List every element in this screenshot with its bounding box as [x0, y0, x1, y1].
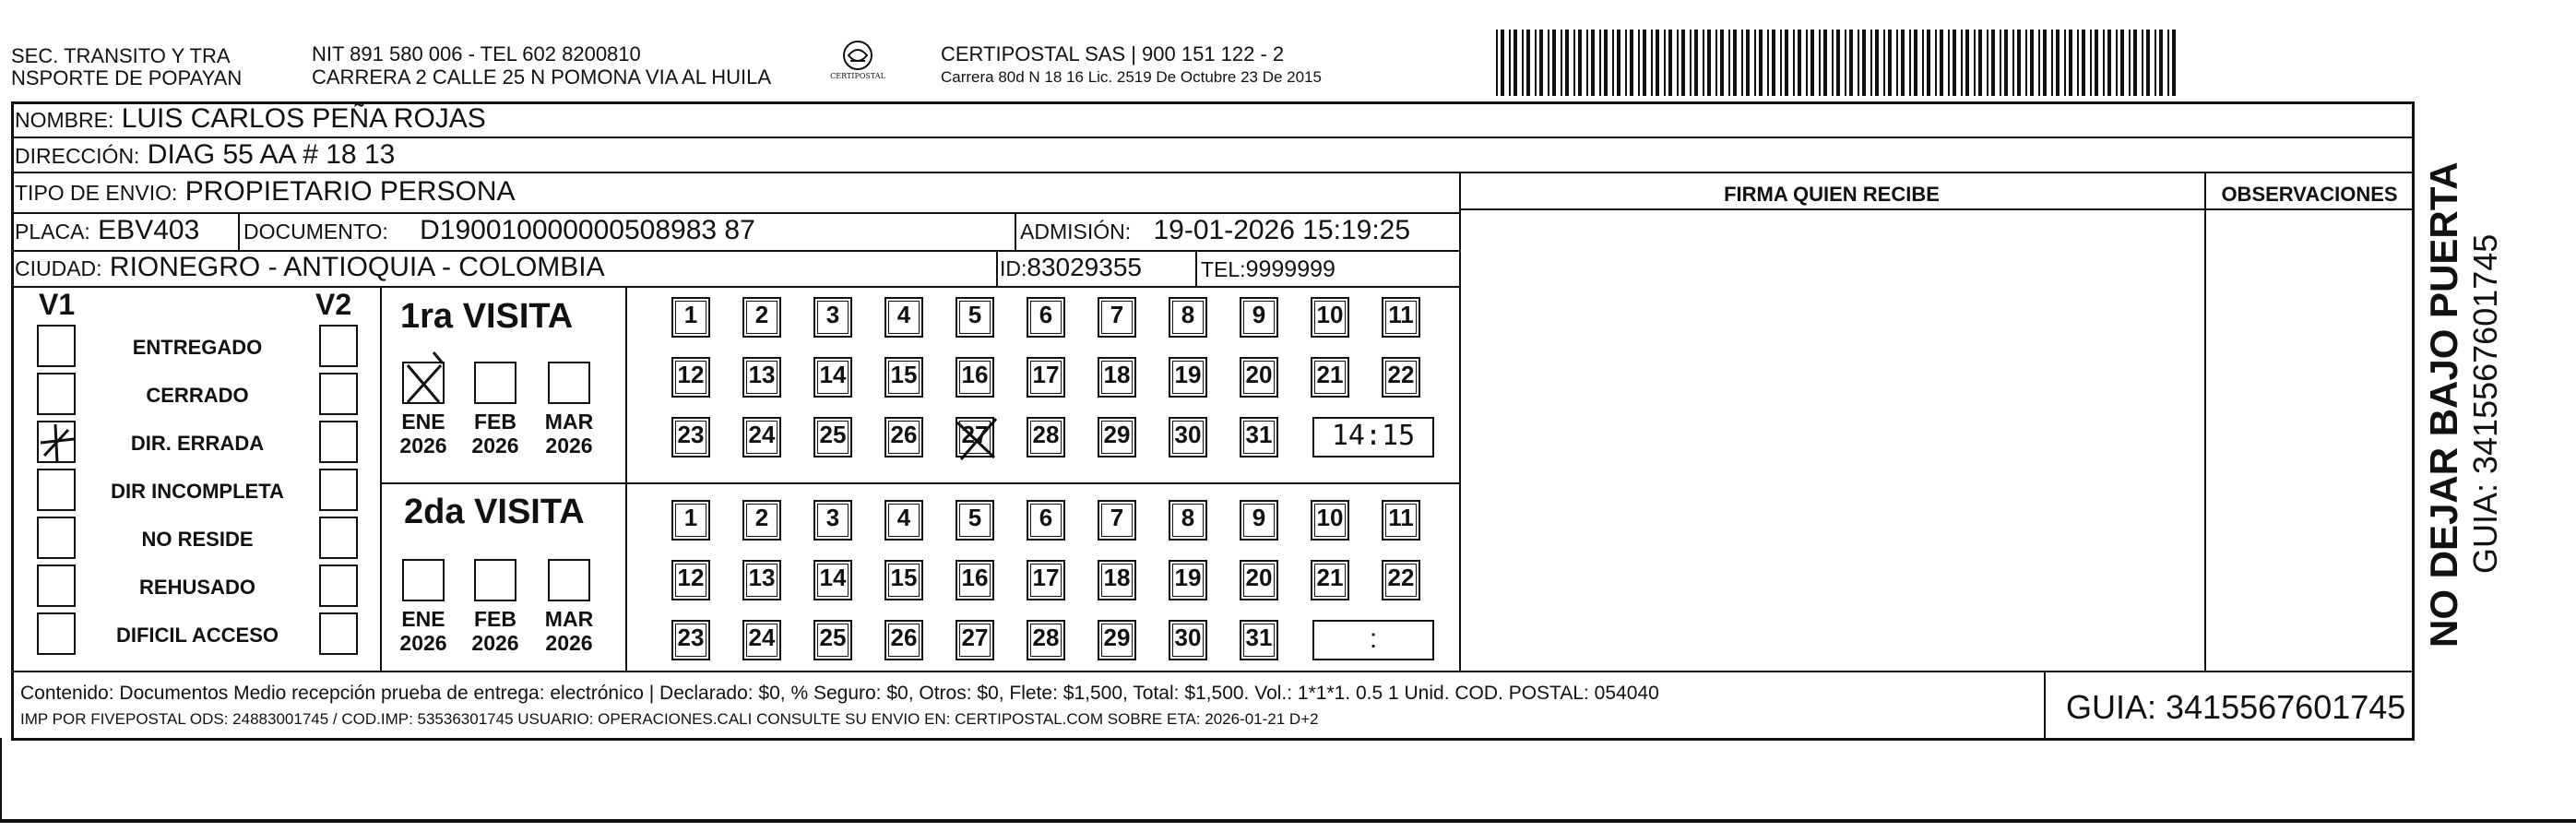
visit2-title: 2da VISITA [404, 493, 585, 531]
divider [11, 286, 1459, 288]
barcode-bar [1845, 30, 1846, 96]
barcode-bar [1638, 30, 1640, 96]
divider [1195, 250, 1197, 286]
v2-header: V2 [315, 288, 352, 321]
visit1-day-box[interactable]: 2 [742, 297, 781, 338]
barcode-bar [2077, 30, 2079, 96]
divider [11, 172, 2415, 173]
barcode-bar [1888, 30, 1892, 96]
barcode-bar [1901, 30, 1905, 96]
v2-checkbox[interactable] [319, 469, 358, 511]
visit2-month-name: ENE [401, 607, 445, 631]
barcode-bar [1617, 30, 1620, 96]
barcode-bar [1935, 30, 1937, 96]
barcode-bar [1798, 30, 1801, 96]
barcode-bar [1806, 30, 1808, 96]
barcode-bar [1591, 30, 1595, 96]
visit1-day-box[interactable]: 23 [671, 417, 710, 458]
barcode-bar [1496, 30, 1498, 96]
tel-field [1201, 254, 1335, 285]
barcode-bar [2064, 30, 2066, 96]
visit1-month-name: FEB [474, 410, 516, 434]
barcode-bar [2030, 30, 2034, 96]
v1-checkbox[interactable] [37, 421, 76, 463]
visit1-month-year: 2026 [545, 434, 593, 458]
page-left-edge [0, 738, 2, 821]
barcode-bar [1875, 30, 1879, 96]
visit1-day-box[interactable]: 13 [742, 357, 781, 398]
v1-checkbox[interactable] [37, 517, 76, 559]
visit1-day-box[interactable]: 1 [671, 297, 710, 338]
visit2-day-box[interactable]: 15 [884, 560, 923, 600]
direccion-label: DIRECCIÓN: [15, 144, 140, 168]
v1-checkbox[interactable] [37, 469, 76, 511]
visit2-day-box[interactable]: 31 [1240, 620, 1278, 660]
ciudad-field [15, 252, 605, 284]
divider [1459, 172, 1461, 671]
visit2-day-box[interactable]: 13 [742, 560, 781, 600]
visit1-day-box[interactable]: 3 [813, 297, 852, 338]
barcode-bar [2017, 30, 2021, 96]
v1-checkbox[interactable] [37, 325, 76, 367]
footer-guia: GUIA: 3415567601745 [2066, 688, 2406, 726]
barcode-bar [2133, 30, 2137, 96]
barcode-bar [1625, 30, 1627, 96]
visit2-day-box[interactable]: 11 [1382, 500, 1420, 541]
visit2-month-year: 2026 [399, 631, 447, 655]
visit1-day-box[interactable]: 15 [884, 357, 923, 398]
barcode-bar [2051, 30, 2053, 96]
divider [625, 286, 627, 671]
barcode-bar [1733, 30, 1737, 96]
barcode-bar [2069, 30, 2072, 96]
barcode-bar [1681, 30, 1685, 96]
placa-label: PLACA: [15, 220, 90, 244]
visit1-month-name: ENE [401, 410, 445, 434]
barcode [1496, 30, 2178, 96]
divider [380, 482, 1459, 484]
barcode-bar [1707, 30, 1711, 96]
divider [380, 286, 382, 671]
visit1-month-checkbox[interactable] [548, 362, 590, 404]
id-field [1000, 252, 1142, 284]
visit1-day-box[interactable]: 28 [1027, 417, 1065, 458]
visit1-day-box[interactable]: 9 [1240, 297, 1278, 338]
divider [2044, 671, 2046, 741]
visit1-day-box[interactable]: 10 [1311, 297, 1349, 338]
v2-checkbox[interactable] [319, 325, 358, 367]
barcode-bar [2155, 30, 2156, 96]
barcode-bar [1578, 30, 1582, 96]
visit2-month-checkbox[interactable] [548, 559, 590, 601]
logo-text: CERTIPOSTAL [830, 72, 885, 80]
barcode-bar [1552, 30, 1556, 96]
direccion-value: DIAG 55 AA # 18 13 [147, 139, 396, 170]
barcode-bar [1953, 30, 1956, 96]
visit2-day-box[interactable]: 4 [884, 500, 923, 541]
visit1-day-box[interactable]: 20 [1240, 357, 1278, 398]
barcode-bar [2038, 30, 2040, 96]
barcode-bar [1656, 30, 1659, 96]
visit1-month-checkbox[interactable] [402, 362, 445, 404]
ciudad-label: CIUDAD: [15, 256, 102, 280]
nit-line: NIT 891 580 006 - TEL 602 8200810 [312, 42, 641, 65]
documento-field [243, 215, 755, 247]
visit1-title: 1ra VISITA [400, 297, 574, 336]
barcode-bar [1514, 30, 1517, 96]
id-value: 83029355 [1027, 253, 1142, 281]
barcode-bar [1651, 30, 1653, 96]
status-label: DIR. ERRADA [130, 432, 265, 455]
barcode-bar [1548, 30, 1549, 96]
barcode-bar [1974, 30, 1976, 96]
side-warning: NO DEJAR BAJO PUERTA [2422, 161, 2465, 648]
barcode-bar [1823, 30, 1827, 96]
barcode-bar [2107, 30, 2111, 96]
footer-content-line: Contenido: Documentos Medio recepción prueba de entrega: electrónico | Declarado: $0, % Seguro: $0, Otros: $0, Flete: $1,500, Total: $1,500. Vol.: 1*1*1. 0.5 1 Unid. COD. POSTAL: 054040 [20, 683, 1659, 704]
barcode-bar [1664, 30, 1666, 96]
visit1-day-box[interactable]: 6 [1027, 297, 1065, 338]
barcode-bar [1914, 30, 1917, 96]
sender-line-2: NSPORTE DE POPAYAN [11, 66, 243, 89]
barcode-bar [2120, 30, 2124, 96]
barcode-bar [2004, 30, 2008, 96]
visit2-day-box[interactable]: 24 [742, 620, 781, 660]
visit1-day-box[interactable]: 19 [1169, 357, 1207, 398]
visit2-month-checkbox[interactable] [474, 559, 516, 601]
barcode-bar [2095, 30, 2098, 96]
barcode-bar [1836, 30, 1840, 96]
tipo-envio-field [15, 176, 516, 208]
barcode-bar [1720, 30, 1724, 96]
barcode-bar [1862, 30, 1866, 96]
status-label: NO RESIDE [141, 528, 254, 551]
divider [1459, 208, 2415, 210]
visit2-day-box[interactable]: 3 [813, 500, 852, 541]
barcode-bar [2167, 30, 2169, 96]
company-line-2: Carrera 80d N 18 16 Lic. 2519 De Octubre 23 De 2015 [941, 68, 1322, 86]
firma-header: FIRMA QUIEN RECIBE [1724, 183, 1940, 206]
barcode-bar [2090, 30, 2092, 96]
visit2-day-box[interactable]: 29 [1098, 620, 1136, 660]
certipostal-logo-icon [821, 37, 895, 92]
barcode-bar [1858, 30, 1859, 96]
barcode-bar [1535, 30, 1537, 96]
placa-value: EBV403 [98, 215, 200, 245]
barcode-bar [2146, 30, 2150, 96]
admision-field [1020, 215, 1410, 247]
visit2-day-box[interactable]: 20 [1240, 560, 1278, 600]
visit2-month-year: 2026 [471, 631, 519, 655]
barcode-bar [1896, 30, 1898, 96]
v2-checkbox[interactable] [319, 421, 358, 463]
visit2-day-box[interactable]: 16 [956, 560, 994, 600]
divider [2204, 172, 2206, 671]
visit1-day-box[interactable]: 16 [956, 357, 994, 398]
v1-header: V1 [39, 288, 76, 321]
barcode-bar [1785, 30, 1788, 96]
v2-checkbox[interactable] [319, 517, 358, 559]
barcode-bar [1772, 30, 1775, 96]
barcode-bar [1849, 30, 1853, 96]
divider [11, 137, 2415, 138]
tipo-envio-value: PROPIETARIO PERSONA [184, 176, 516, 207]
tel-label: TEL: [1201, 257, 1246, 281]
status-label: ENTREGADO [132, 336, 263, 359]
barcode-bar [1987, 30, 1988, 96]
visit1-day-box[interactable]: 11 [1382, 297, 1420, 338]
barcode-bar [2129, 30, 2131, 96]
certipostal-logo [821, 37, 895, 92]
visit1-month-name: MAR [544, 410, 594, 434]
address-line: CARRERA 2 CALLE 25 N POMONA VIA AL HUILA [312, 65, 772, 89]
visit2-day-box[interactable]: 5 [956, 500, 994, 541]
barcode-bar [1509, 30, 1511, 96]
visit2-month-year: 2026 [545, 631, 593, 655]
visit1-day-box[interactable]: 17 [1027, 357, 1065, 398]
barcode-bar [2000, 30, 2001, 96]
visit2-day-box[interactable]: 22 [1382, 560, 1420, 600]
barcode-bar [1728, 30, 1730, 96]
visit2-day-box[interactable]: 21 [1311, 560, 1349, 600]
visit2-day-box[interactable]: 2 [742, 500, 781, 541]
barcode-bar [1793, 30, 1795, 96]
visit1-day-box[interactable]: 21 [1311, 357, 1349, 398]
barcode-bar [1759, 30, 1763, 96]
visit1-day-box[interactable]: 12 [671, 357, 710, 398]
visit2-day-box[interactable]: 26 [884, 620, 923, 660]
barcode-bar [1694, 30, 1698, 96]
barcode-bar [1677, 30, 1679, 96]
barcode-bar [1501, 30, 1504, 96]
visit2-day-box[interactable]: 14 [813, 560, 852, 600]
admision-value: 19-01-2026 15:19:25 [1153, 215, 1411, 245]
visit1-day-box[interactable]: 24 [742, 417, 781, 458]
barcode-bar [1612, 30, 1614, 96]
barcode-bar [1643, 30, 1646, 96]
status-label: REHUSADO [139, 576, 255, 599]
barcode-bar [1767, 30, 1769, 96]
barcode-bar [1961, 30, 1963, 96]
divider [11, 671, 2415, 672]
visit2-day-box[interactable]: 12 [671, 560, 710, 600]
visit1-day-box[interactable]: 31 [1240, 417, 1278, 458]
divider [238, 212, 240, 250]
visit2-day-box[interactable]: 9 [1240, 500, 1278, 541]
documento-label: DOCUMENTO: [243, 220, 388, 244]
barcode-bar [1746, 30, 1750, 96]
barcode-bar [1690, 30, 1692, 96]
barcode-bar [2172, 30, 2176, 96]
visit1-day-box[interactable]: 25 [813, 417, 852, 458]
barcode-bar [2116, 30, 2118, 96]
nombre-value: LUIS CARLOS PEÑA ROJAS [121, 103, 486, 134]
visit1-month-year: 2026 [399, 434, 447, 458]
visit1-day-box[interactable]: 22 [1382, 357, 1420, 398]
visit1-day-box[interactable]: 27 [956, 417, 994, 458]
v2-checkbox[interactable] [319, 612, 358, 655]
barcode-bar [1565, 30, 1569, 96]
placa-field [15, 215, 199, 247]
barcode-bar [1668, 30, 1672, 96]
v2-checkbox[interactable] [319, 565, 358, 607]
barcode-bar [1991, 30, 1995, 96]
visit1-day-box[interactable]: 14 [813, 357, 852, 398]
barcode-bar [1922, 30, 1924, 96]
visit1-day-box[interactable]: 26 [884, 417, 923, 458]
visit1-day-box[interactable]: 8 [1169, 297, 1207, 338]
visit1-month-checkbox[interactable] [474, 362, 516, 404]
status-label: DIFICIL ACCESO [115, 624, 279, 647]
barcode-bar [2159, 30, 2163, 96]
barcode-bar [1526, 30, 1530, 96]
visit2-month-name: FEB [474, 607, 516, 631]
barcode-bar [2082, 30, 2085, 96]
visit2-day-box[interactable]: 23 [671, 620, 710, 660]
barcode-bar [1561, 30, 1562, 96]
side-guia: GUIA: 3415567601745 [2466, 233, 2504, 574]
barcode-bar [1604, 30, 1608, 96]
visit1-day-box[interactable]: 5 [956, 297, 994, 338]
barcode-bar [1948, 30, 1950, 96]
visit2-day-box[interactable]: 18 [1098, 560, 1136, 600]
barcode-bar [1927, 30, 1930, 96]
barcode-bar [1741, 30, 1743, 96]
visit1-month-year: 2026 [471, 434, 519, 458]
ciudad-value: RIONEGRO - ANTIOQUIA - COLOMBIA [109, 252, 605, 282]
visit2-month-checkbox[interactable] [402, 559, 445, 601]
barcode-bar [1754, 30, 1756, 96]
visit2-day-box[interactable]: 6 [1027, 500, 1065, 541]
visit2-day-box[interactable]: 10 [1311, 500, 1349, 541]
visit2-day-box[interactable]: 28 [1027, 620, 1065, 660]
admision-label: ADMISIÓN: [1020, 220, 1132, 244]
id-label: ID: [1000, 256, 1027, 280]
barcode-bar [1978, 30, 1982, 96]
visit1-time-box[interactable]: 14:15 [1312, 417, 1434, 458]
sender-line-1: SEC. TRANSITO Y TRA [11, 44, 231, 67]
barcode-bar [2142, 30, 2143, 96]
visit1-day-box[interactable]: 4 [884, 297, 923, 338]
visit2-day-box[interactable]: 17 [1027, 560, 1065, 600]
page-bottom-edge [0, 819, 2576, 823]
visit1-day-box[interactable]: 29 [1098, 417, 1136, 458]
visit1-day-box[interactable]: 7 [1098, 297, 1136, 338]
direccion-field [15, 139, 395, 172]
status-label: CERRADO [146, 384, 249, 407]
visit1-day-box[interactable]: 30 [1169, 417, 1207, 458]
visit2-day-box[interactable]: 8 [1169, 500, 1207, 541]
barcode-bar [1573, 30, 1575, 96]
barcode-bar [2043, 30, 2047, 96]
barcode-bar [2056, 30, 2060, 96]
barcode-bar [1883, 30, 1885, 96]
visit2-day-box[interactable]: 19 [1169, 560, 1207, 600]
v1-checkbox[interactable] [37, 565, 76, 607]
barcode-bar [1819, 30, 1821, 96]
visit2-day-box[interactable]: 7 [1098, 500, 1136, 541]
footer-print-line: IMP POR FIVEPOSTAL ODS: 24883001745 / COD.IMP: 53536301745 USUARIO: OPERACIONES.CALI CONSULTE SU ENVIO EN: CERTIPOSTAL.COM SOBRE ETA: 2026-01-21 D+2 [20, 710, 1319, 728]
barcode-bar [1909, 30, 1911, 96]
visit2-day-box[interactable]: 1 [671, 500, 710, 541]
visit2-day-box[interactable]: 25 [813, 620, 852, 660]
barcode-bar [1599, 30, 1601, 96]
visit2-day-box[interactable]: 30 [1169, 620, 1207, 660]
v1-checkbox[interactable] [37, 373, 76, 415]
documento-value: D190010000000508983 87 [420, 215, 755, 245]
barcode-bar [1832, 30, 1834, 96]
barcode-bar [1870, 30, 1872, 96]
nombre-label: NOMBRE: [15, 108, 114, 132]
visit2-day-box[interactable]: 27 [956, 620, 994, 660]
barcode-bar [1630, 30, 1633, 96]
v1-checkbox[interactable] [37, 612, 76, 655]
visit2-month-name: MAR [544, 607, 594, 631]
barcode-graphic [1496, 30, 2178, 96]
tel-value: 9999999 [1245, 256, 1335, 282]
barcode-bar [1715, 30, 1717, 96]
visit2-time-box[interactable]: : [1312, 620, 1434, 660]
nombre-field [15, 103, 486, 136]
tipo-envio-label: TIPO DE ENVIO: [15, 181, 178, 205]
barcode-bar [1810, 30, 1814, 96]
barcode-bar [2012, 30, 2014, 96]
barcode-bar [1965, 30, 1969, 96]
barcode-bar [1522, 30, 1524, 96]
status-label: DIR INCOMPLETA [111, 480, 284, 503]
divider [11, 212, 1459, 214]
barcode-bar [1940, 30, 1943, 96]
v2-checkbox[interactable] [319, 373, 358, 415]
barcode-bar [2025, 30, 2027, 96]
barcode-bar [1703, 30, 1704, 96]
barcode-bar [1780, 30, 1782, 96]
visit1-day-box[interactable]: 18 [1098, 357, 1136, 398]
divider [1015, 212, 1016, 250]
barcode-bar [1539, 30, 1543, 96]
barcode-bar [1586, 30, 1588, 96]
barcode-bar [2103, 30, 2105, 96]
divider [996, 250, 998, 286]
company-line-1: CERTIPOSTAL SAS | 900 151 122 - 2 [941, 42, 1285, 65]
observaciones-header: OBSERVACIONES [2221, 183, 2398, 206]
